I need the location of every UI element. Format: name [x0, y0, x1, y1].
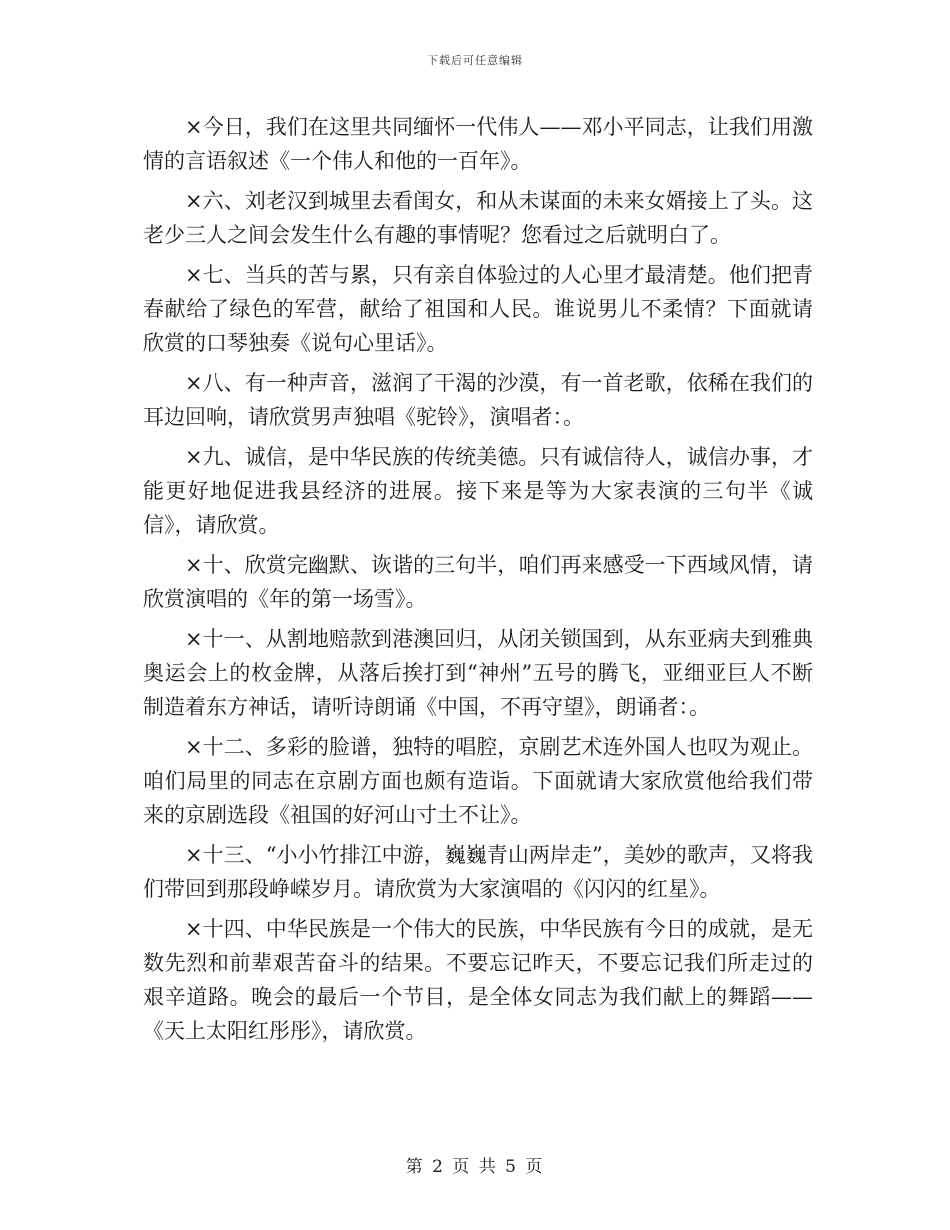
paragraph-10: ×十、欣赏完幽默、诙谐的三句半，咱们再来感受一下西域风情，请欣赏演唱的《年的第一场雪》。 [143, 553, 813, 611]
page-number-footer: 第 2 页 共 5 页 [405, 1157, 545, 1177]
paragraph-9: ×九、诚信，是中华民族的传统美德。只有诚信待人，诚信办事，才能更好地促进我县经济的进展。接下来是等为大家表演的三句半《诚信》，请欣赏。 [143, 445, 813, 537]
paragraph-8: ×八、有一种声音，滋润了干渴的沙漠，有一首老歌，依稀在我们的耳边回响，请欣赏男声独唱《驼铃》，演唱者：。 [143, 371, 813, 429]
paragraph-13: ×十三、“小小竹排江中游，巍巍青山两岸走”，美妙的歌声，又将我们带回到那段峥嵘岁月。请欣赏为大家演唱的《闪闪的红星》。 [143, 843, 813, 901]
paragraph-11: ×十一、从割地赔款到港澳回归，从闭关锁国到，从东亚病夫到雅典奥运会上的枚金牌，从落后挨打到“神州”五号的腾飞，亚细亚巨人不断制造着东方神话，请听诗朗诵《中国，不再守望》，朗诵者：。 [143, 627, 813, 719]
page-header: 下载后可任意编辑 [427, 54, 523, 67]
paragraph-12: ×十二、多彩的脸谱，独特的唱腔，京剧艺术连外国人也叹为观止。咱们局里的同志在京剧方面也颇有造诣。下面就请大家欣赏他给我们带来的京剧选段《祖国的好河山寸土不让》。 [143, 735, 813, 827]
paragraph-6: ×六、刘老汉到城里去看闺女，和从未谋面的未来女婿接上了头。这老少三人之间会发生什么有趣的事情呢？您看过之后就明白了。 [143, 189, 813, 247]
paragraph-7: ×七、当兵的苦与累，只有亲自体验过的人心里才最清楚。他们把青春献给了绿色的军营，献给了祖国和人民。谁说男儿不柔情？下面就请欣赏的口琴独奏《说句心里话》。 [143, 263, 813, 355]
paragraph-14: ×十四、中华民族是一个伟大的民族，中华民族有今日的成就，是无数先烈和前辈艰苦奋斗的结果。不要忘记昨天，不要忘记我们所走过的艰辛道路。晚会的最后一个节目，是全体女同志为我们献上的舞蹈——《天上太阳红彤彤》，请欣赏。 [143, 917, 813, 1043]
document-body [143, 110, 813, 1054]
paragraph-intro: ×今日，我们在这里共同缅怀一代伟人——邓小平同志，让我们用激情的言语叙述《一个伟人和他的一百年》。 [143, 115, 813, 173]
